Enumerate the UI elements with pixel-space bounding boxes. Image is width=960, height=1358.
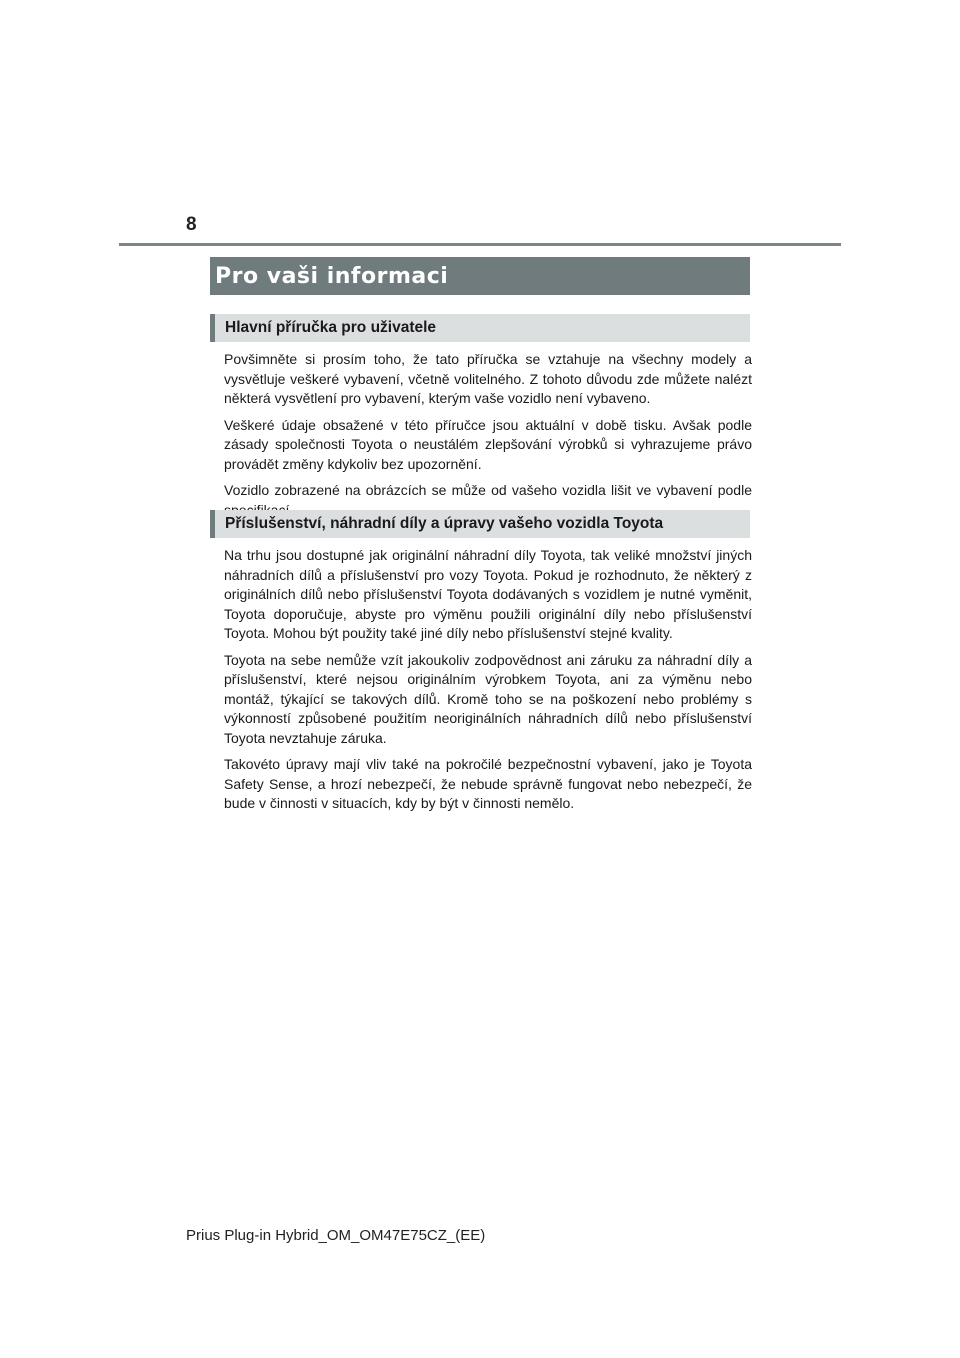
paragraph: Povšimněte si prosím toho, že tato příručka se vztahuje na všechny modely a vysvětluje veškeré vybavení, včetně volitelného. Z tohoto důvodu zde můžete nalézt některá vysvětlení pro vybavení, kterým vaše vozidlo není vybaveno. xyxy=(224,351,752,406)
section-title: Hlavní příručka pro uživatele xyxy=(225,319,437,336)
section-body-accessories xyxy=(224,546,752,821)
paragraph: Toyota na sebe nemůže vzít jakoukoliv zodpovědnost ani záruku za náhradní díly a příslušenství, které nejsou originálním výrobkem Toyota, ani za výměnu nebo montáž, týkající se takových dílů. Kromě toho se na poškození nebo problémy s výkonností způsobené použitím neoriginálních náhradních dílů nebo příslušenství Toyota nevztahuje záruka. xyxy=(224,651,752,746)
section-title: Příslušenství, náhradní díly a úpravy vašeho vozidla Toyota xyxy=(225,515,664,532)
section-header-main-manual xyxy=(210,314,750,342)
footer-document-id: Prius Plug-in Hybrid_OM_OM47E75CZ_(EE) xyxy=(186,1227,486,1244)
page-number: 8 xyxy=(186,214,197,235)
paragraph: Na trhu jsou dostupné jak originální náhradní díly Toyota, tak veliké množství jiných náhradních dílů a příslušenství pro vozy Toyota. Pokud je rozhodnuto, že některý z originálních dílů nebo příslušenství Toyota dodávaných s vozidlem je nutné vyměnit, Toyota doporučuje, abyste pro výměnu použili originální díly nebo příslušenství Toyota. Mohou být použity také jiné díly nebo příslušenství stejné kvality. xyxy=(224,547,752,641)
page-title-bar xyxy=(210,257,750,295)
top-rule xyxy=(119,243,841,246)
section-header-accessories xyxy=(210,510,750,538)
page-title: Pro vaši informaci xyxy=(215,263,449,289)
paragraph: Vozidlo zobrazené na obrázcích se může od vašeho vozidla lišit ve vybavení podle xyxy=(224,482,752,498)
paragraph: Veškeré údaje obsažené v této příručce jsou aktuální v době tisku. Avšak podle zásady společnosti Toyota o neustálém zlepšování výrobků si vyhrazujeme právo provádět změny kdykoliv bez upozornění. xyxy=(224,416,752,472)
paragraph: Takovéto úpravy mají vliv také na pokročilé bezpečnostní vybavení, jako je Toyota Safety Sense, a hrozí nebezpečí, že nebude správně fungovat nebo nebezpečí, že bude v činnosti v situacích, kdy by být v činnosti nemělo. xyxy=(224,756,752,811)
section-body-main-manual xyxy=(224,350,752,527)
